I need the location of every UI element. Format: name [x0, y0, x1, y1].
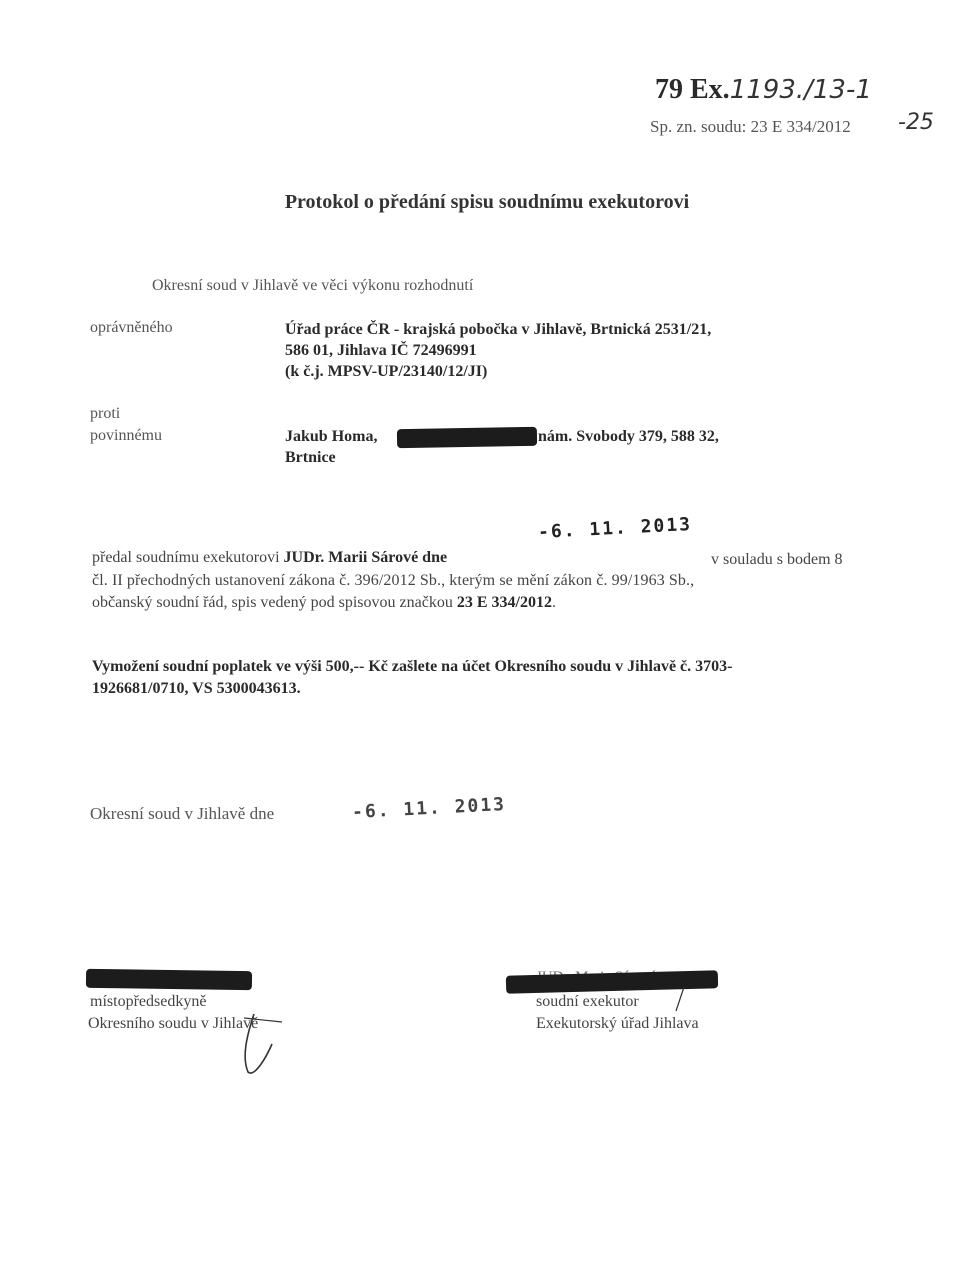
- date-stamp: -6. 11. 2013: [537, 513, 693, 544]
- redaction-bar: [397, 427, 537, 448]
- right-signatory-title: soudní exekutor: [536, 993, 639, 1010]
- redaction-bar: [86, 969, 252, 990]
- fee-line-1: Vymožení soudní poplatek ve výši 500,-- Kč zašlete na účet Okresního soudu v Jihlavě č. 3703-: [92, 658, 733, 675]
- margin-handwritten-number: -25: [898, 110, 934, 135]
- court-reference: Sp. zn. soudu: 23 E 334/2012: [650, 117, 851, 136]
- left-signatory-title: místopředsedkyně: [90, 993, 207, 1010]
- handwritten-signature: [232, 1008, 292, 1078]
- place-date-stamp: -6. 11. 2013: [351, 793, 507, 824]
- body-text: občanský soudní řád, spis vedený pod spisovou značkou: [92, 594, 457, 611]
- case-number: [655, 74, 872, 106]
- debtor-city: Brtnice: [285, 449, 336, 466]
- right-signatory-org: Exekutorský úřad Jihlava: [536, 1015, 699, 1032]
- case-number-handwritten: 1193./13-1: [729, 75, 872, 105]
- body-text: .: [551, 594, 556, 611]
- debtor-name: Jakub Homa,: [285, 428, 378, 445]
- intro-line: Okresní soud v Jihlavě ve věci výkonu rozhodnutí: [152, 277, 474, 294]
- debtor-label-against: proti: [90, 405, 121, 422]
- creditor-line: Úřad práce ČR - krajská pobočka v Jihlavě, Brtnická 2531/21,: [285, 321, 712, 338]
- creditor-label: oprávněného: [90, 319, 173, 336]
- body-line-1: [92, 549, 447, 567]
- file-number: 23 E 334/2012: [456, 594, 552, 611]
- creditor-block: [285, 319, 711, 382]
- body-line-3: [92, 594, 556, 612]
- case-number-prefix: 79 Ex.: [655, 74, 730, 105]
- creditor-line: 586 01, Jihlava IČ 72496991: [285, 342, 477, 359]
- signature-stroke: [670, 985, 690, 1015]
- debtor-address: nám. Svobody 379, 588 32,: [538, 428, 719, 445]
- debtor-label-obligated: povinnému: [90, 427, 162, 444]
- body-line-1-right: v souladu s bodem 8: [711, 551, 843, 568]
- creditor-line: (k č.j. MPSV-UP/23140/12/JI): [285, 363, 488, 380]
- fee-line-2: 1926681/0710, VS 5300043613.: [92, 680, 301, 697]
- body-text: předal soudnímu exekutorovi: [92, 549, 284, 566]
- left-signatory-org: Okresního soudu v Jihlavě: [88, 1015, 259, 1032]
- place-date-label: Okresní soud v Jihlavě dne: [90, 804, 275, 823]
- executor-name: JUDr. Marii Sárové dne: [283, 549, 448, 566]
- document-title: Protokol o předání spisu soudnímu exekutorovi: [284, 191, 690, 213]
- body-line-2: čl. II přechodných ustanovení zákona č. 396/2012 Sb., kterým se mění zákon č. 99/1963 Sb.,: [92, 572, 695, 589]
- debtor-label: [90, 403, 162, 447]
